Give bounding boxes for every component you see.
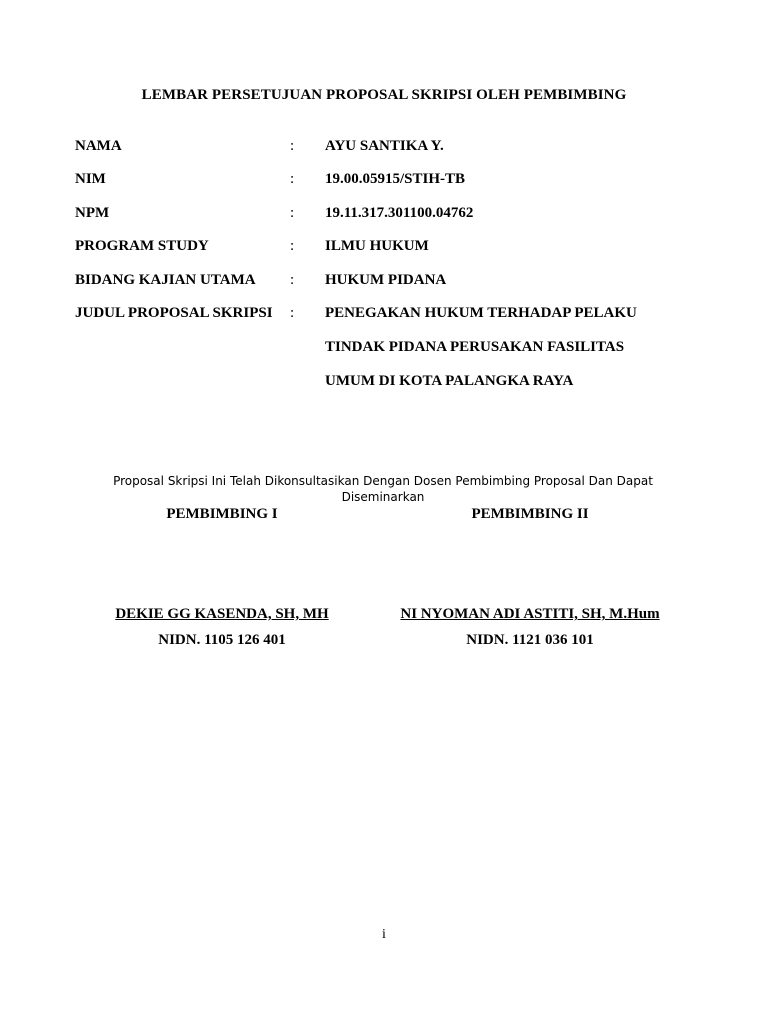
field-label: NAMA (75, 138, 122, 154)
field-colon: : (290, 138, 295, 154)
field-value: PENEGAKAN HUKUM TERHADAP PELAKU (325, 305, 637, 321)
field-label: PROGRAM STUDY (75, 238, 209, 254)
supervisor-1-name: DEKIE GG KASENDA, SH, MH (115, 606, 329, 622)
field-value-continuation: UMUM DI KOTA PALANGKA RAYA (325, 373, 574, 389)
field-label: JUDUL PROPOSAL SKRIPSI (75, 305, 273, 321)
field-label: NPM (75, 205, 110, 221)
field-colon: : (290, 305, 295, 321)
field-row-npm (0, 205, 768, 225)
field-colon: : (290, 205, 295, 221)
field-row-program-study (0, 238, 768, 258)
field-row-bidang-kajian (0, 272, 768, 292)
judul-continuation-2 (0, 373, 768, 393)
document-title: LEMBAR PERSETUJUAN PROPOSAL SKRIPSI OLEH PEMBIMBING (141, 87, 627, 103)
field-value: ILMU HUKUM (325, 238, 429, 254)
field-value: 19.00.05915/STIH-TB (325, 171, 466, 187)
field-value: HUKUM PIDANA (325, 272, 447, 288)
field-value: 19.11.317.301100.04762 (325, 205, 474, 221)
field-colon: : (290, 171, 295, 187)
field-value: AYU SANTIKA Y. (325, 138, 444, 154)
field-colon: : (290, 238, 295, 254)
judul-continuation-1 (0, 339, 768, 359)
supervisor-1-nidn: NIDN. 1105 126 401 (158, 632, 286, 648)
field-colon: : (290, 272, 295, 288)
field-label: NIM (75, 171, 106, 187)
supervisor-2-role: PEMBIMBING II (471, 506, 589, 522)
page-number: i (382, 927, 386, 942)
supervisor-2-nidn: NIDN. 1121 036 101 (466, 632, 594, 648)
field-value-continuation: TINDAK PIDANA PERUSAKAN FASILITAS (325, 339, 625, 355)
supervisor-1-role: PEMBIMBING I (166, 506, 278, 522)
field-row-nim (0, 171, 768, 191)
field-row-nama (0, 138, 768, 158)
field-label: BIDANG KAJIAN UTAMA (75, 272, 256, 288)
consultation-note: Proposal Skripsi Ini Telah Dikonsultasikan Dengan Dosen Pembimbing Proposal Dan Dapat Diseminarkan (113, 474, 653, 504)
field-row-judul (0, 305, 768, 325)
supervisor-2-name: NI NYOMAN ADI ASTITI, SH, M.Hum (400, 606, 660, 622)
